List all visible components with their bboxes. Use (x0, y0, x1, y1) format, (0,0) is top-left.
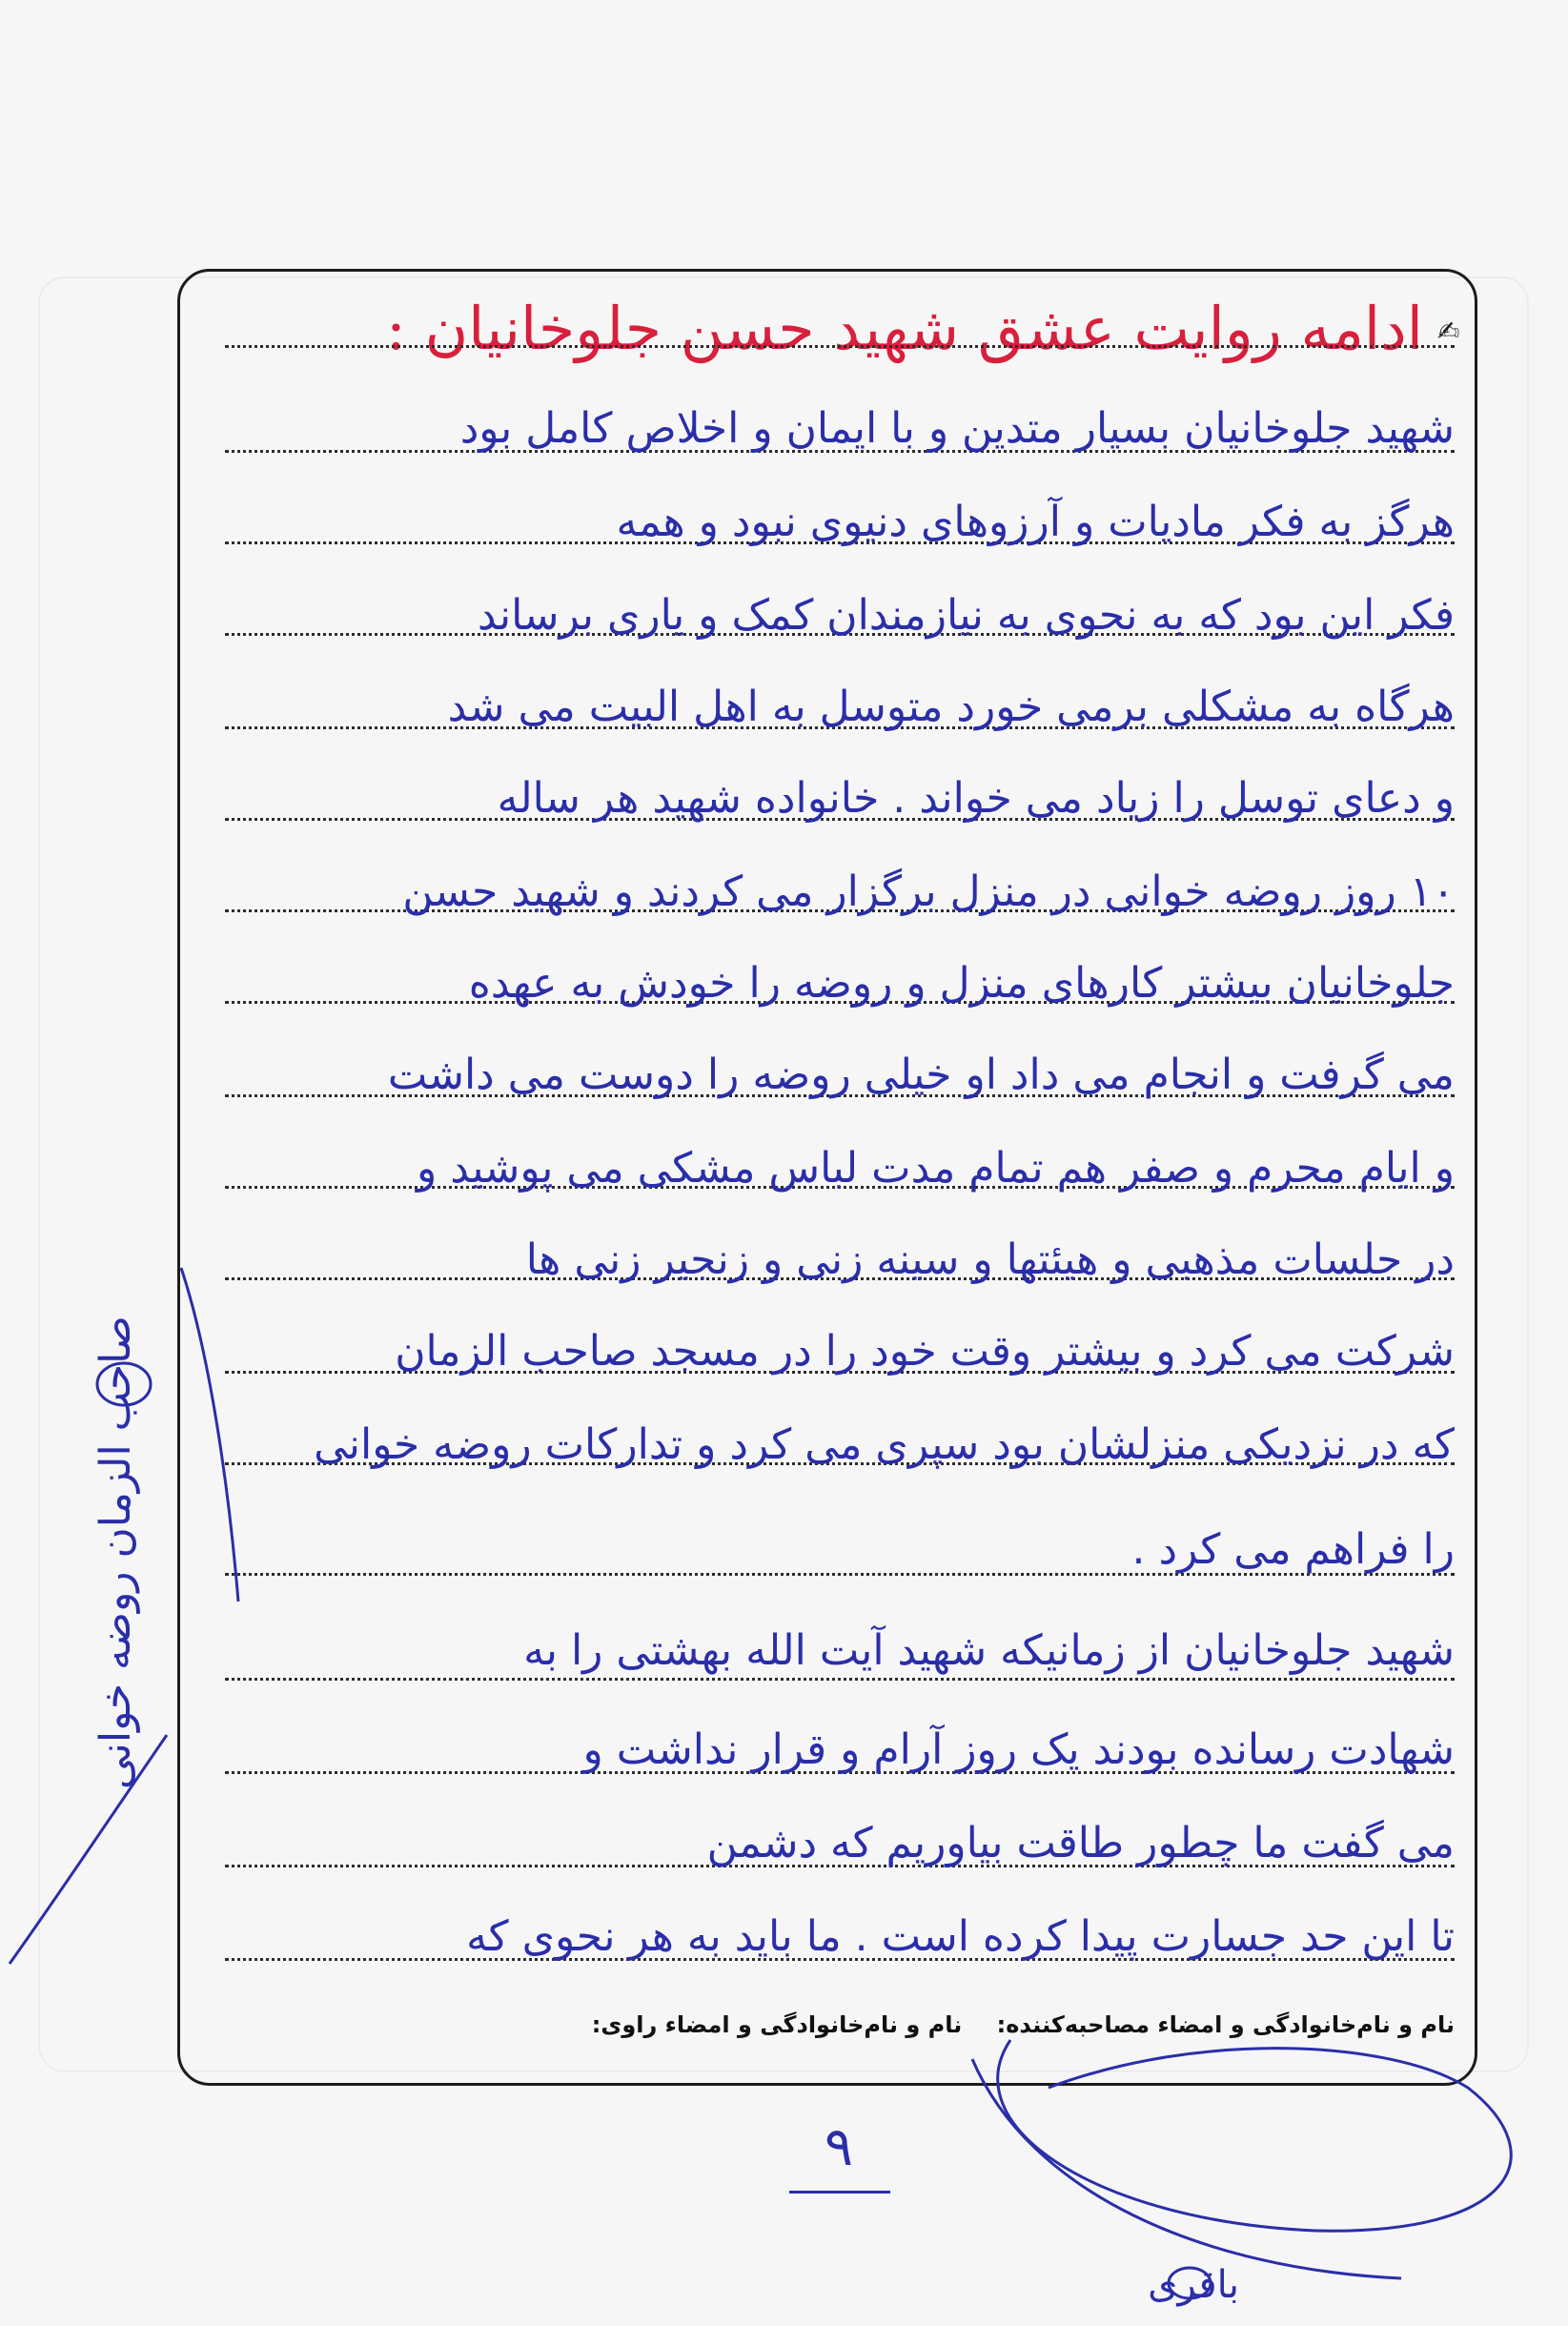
handwritten-line-16: می گفت ما چطور طاقت بیاوریم که دشمن (706, 1819, 1455, 1867)
ruled-line (225, 345, 1455, 348)
signature-name: باقری (1148, 2263, 1239, 2307)
handwritten-line-11: شرکت می کرد و بیشتر وقت خود را در مسجد صاحب الزمان (395, 1327, 1455, 1376)
signature-labels (225, 2011, 1455, 2038)
handwritten-line-8: می گرفت و انجام می داد او خیلی روضه را دوست می داشت (387, 1051, 1455, 1099)
handwritten-line-5: و دعای توسل را زیاد می خواند . خانواده شهید هر ساله (497, 774, 1455, 823)
page-number-underline (789, 2191, 890, 2193)
page-number: ۹ (824, 2116, 854, 2178)
page-title: ادامه روایت عشق شهید حسن جلوخانیان : (386, 294, 1423, 363)
handwritten-line-13: را فراهم می کرد . (1131, 1525, 1455, 1574)
handwritten-line-14: شهید جلوخانیان از زمانیکه شهید آیت الله بهشتی را به (523, 1626, 1455, 1675)
handwritten-line-3: فکر این بود که به نحوی به نیازمندان کمک و یاری برساند (477, 591, 1455, 640)
handwritten-line-6: ۱۰ روز روضه خوانی در منزل برگزار می کردند و شهید حسن (402, 867, 1455, 916)
interviewer-signature-label: نام و نام‌خانوادگی و امضاء مصاحبه‌کننده: (996, 2011, 1455, 2038)
handwritten-line-2: هرگز به فکر مادیات و آرزوهای دنیوی نبود و همه (616, 498, 1455, 546)
handwritten-line-17: تا این حد جسارت پیدا کرده است . ما باید به هر نحوی که (466, 1912, 1455, 1961)
margin-note: صاحب الزمان روضه خوانی (92, 1316, 140, 1789)
handwritten-line-10: در جلسات مذهبی و هیئتها و سینه زنی و زنجیر زنی ها (525, 1235, 1455, 1284)
handwritten-line-9: و ایام محرم و صفر هم تمام مدت لباس مشکی می پوشید و (416, 1144, 1455, 1193)
handwritten-line-15: شهادت رسانده بودند یک روز آرام و قرار نداشت و (582, 1725, 1455, 1774)
narrator-signature-label: نام و نام‌خانوادگی و امضاء راوی: (591, 2011, 963, 2038)
handwritten-line-4: هرگاه به مشکلی برمی خورد متوسل به اهل البیت می شد (447, 683, 1455, 731)
handwritten-line-7: جلوخانیان بیشتر کارهای منزل و روضه را خودش به عهده (468, 959, 1455, 1008)
pen-writing-icon: ✍ (1437, 316, 1460, 347)
handwritten-line-1: شهید جلوخانیان بسیار متدین و با ایمان و اخلاص کامل بود (459, 404, 1455, 453)
handwritten-line-12: که در نزدیکی منزلشان بود سپری می کرد و تدارکات روضه خوانی (314, 1420, 1455, 1469)
